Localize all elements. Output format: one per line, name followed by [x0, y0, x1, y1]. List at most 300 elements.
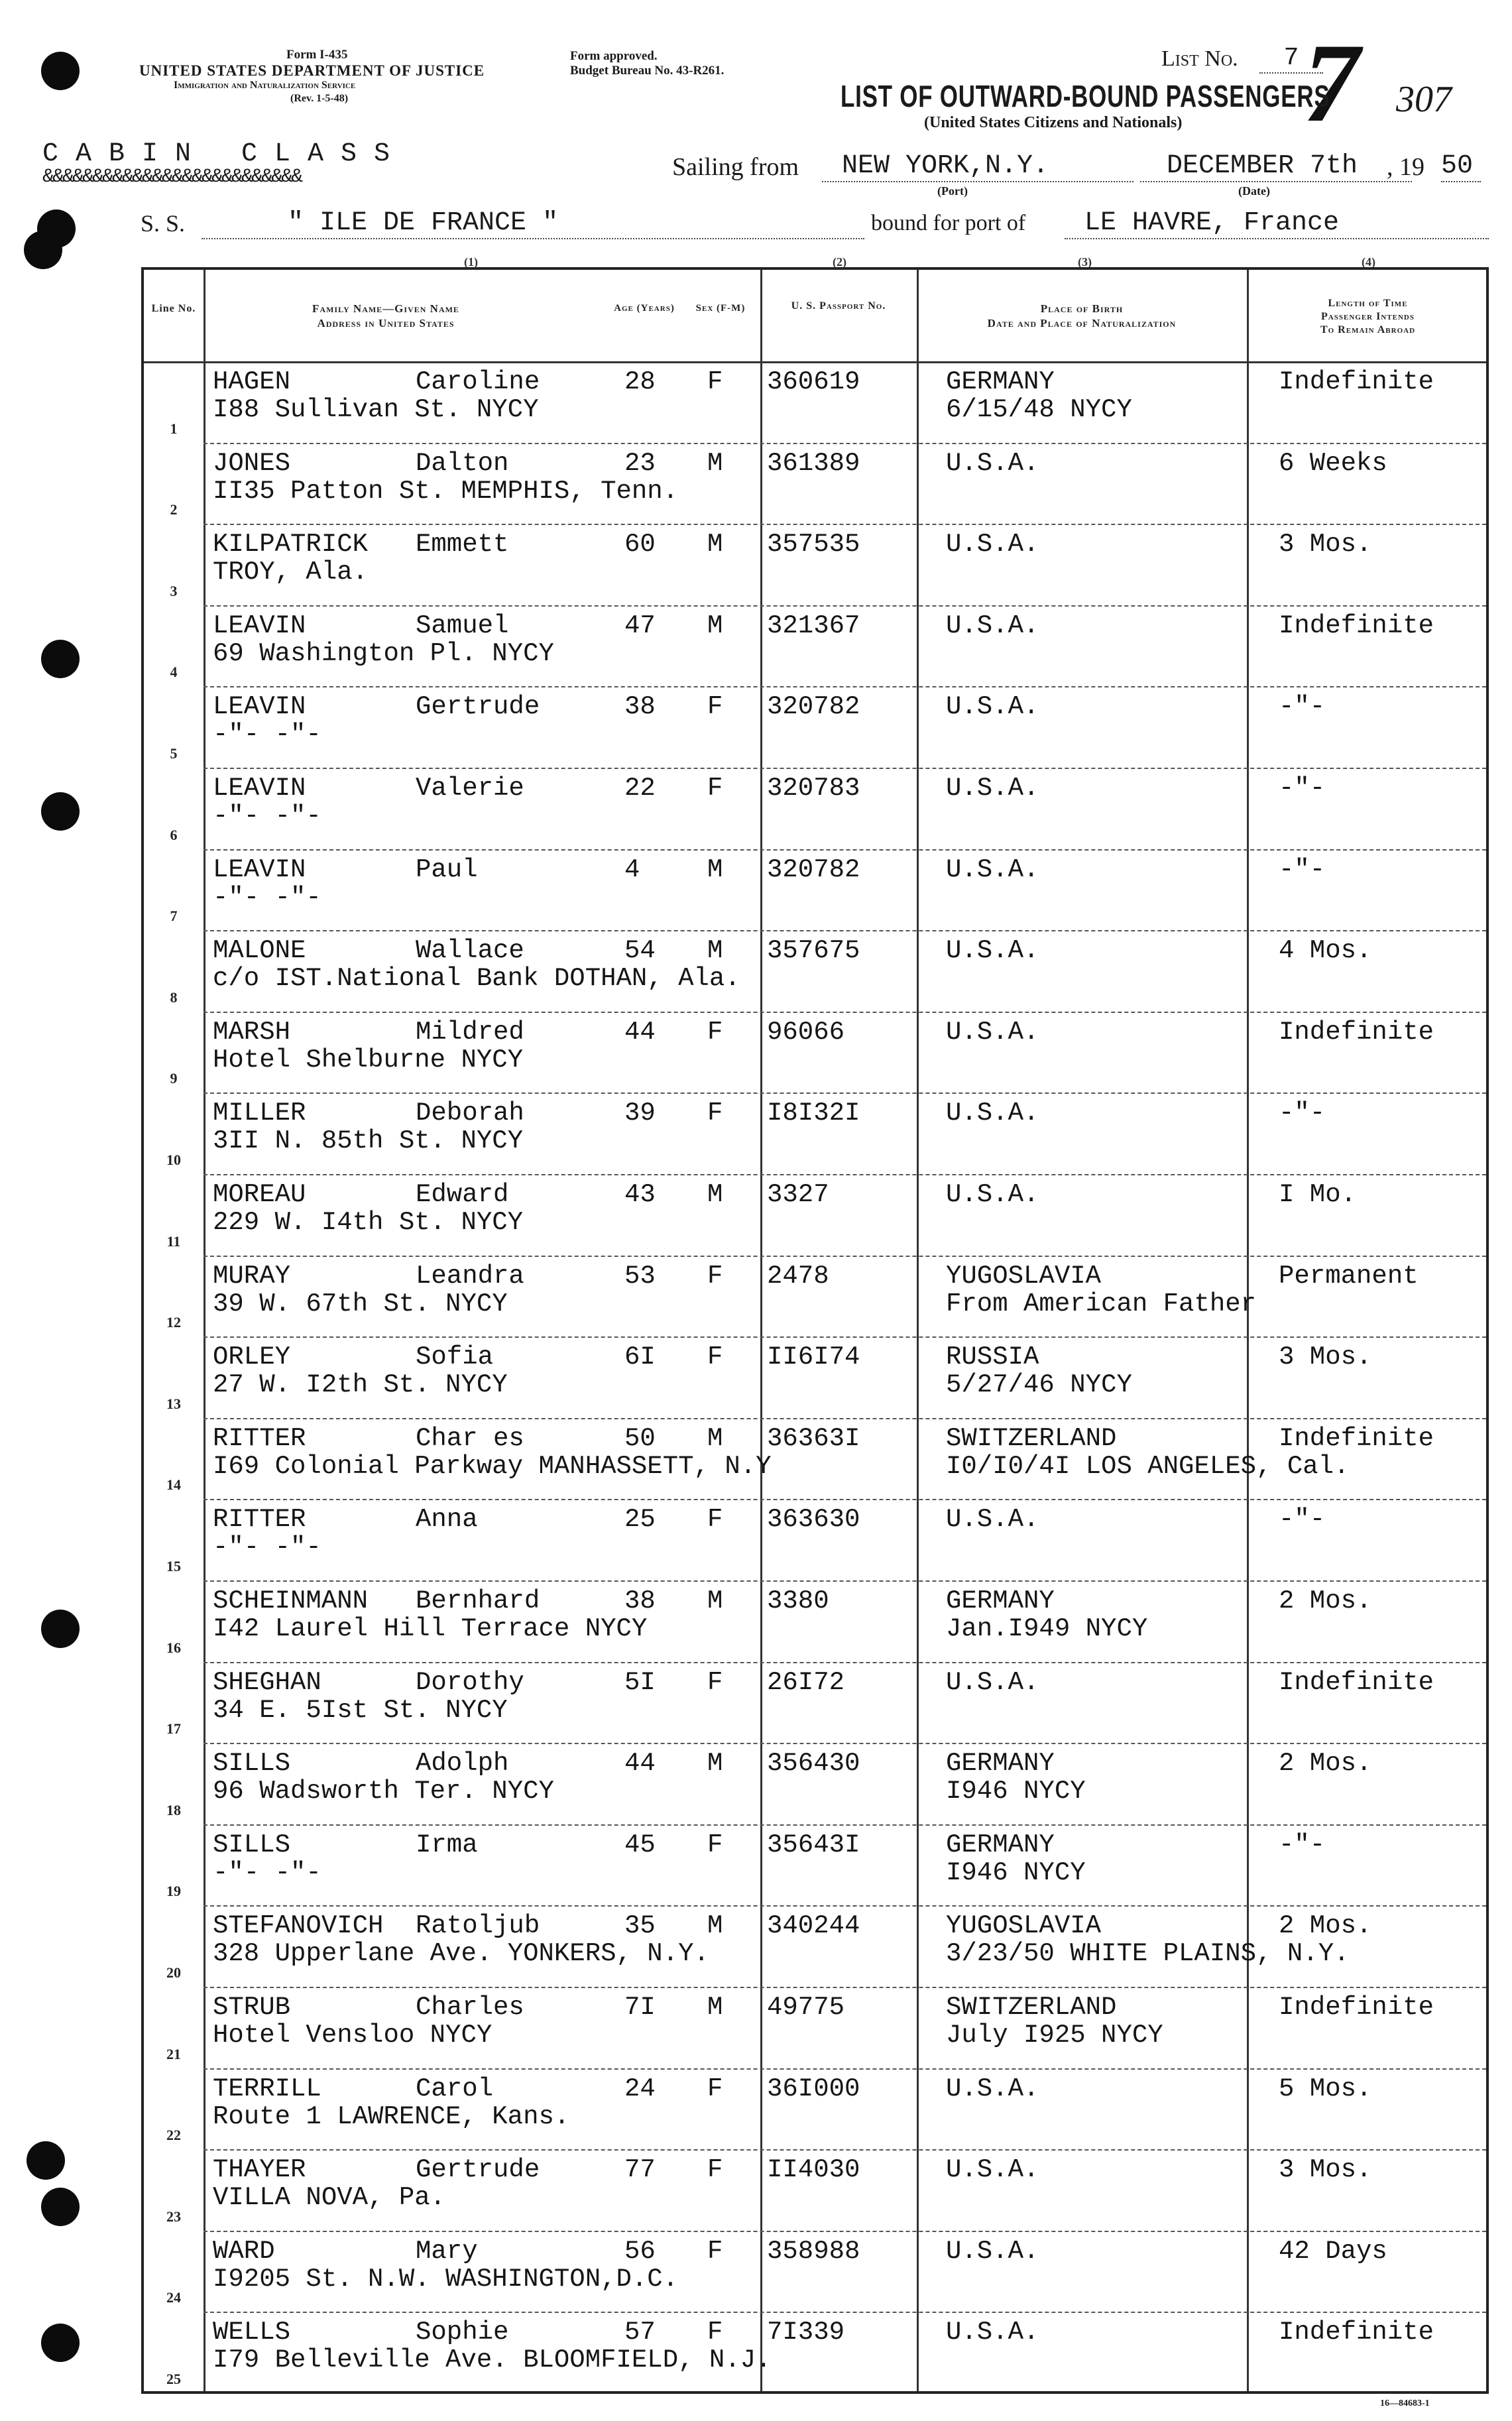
cell-sex: M: [707, 611, 723, 640]
header-length-2: Passenger Intends: [1321, 311, 1415, 322]
cell-birth: U.S.A.: [946, 2155, 1039, 2185]
cell-given: Sophie: [416, 2318, 509, 2347]
cell-given: Irma: [416, 1830, 478, 1860]
cell-length: Indefinite: [1279, 1423, 1434, 1453]
cell-length: 4 Mos.: [1279, 936, 1372, 966]
date-value: DECEMBER 7th: [1140, 151, 1412, 182]
cell-birth: GERMANY: [946, 367, 1055, 396]
cell-given: Anna: [416, 1505, 478, 1535]
service-name: Immigration and Naturalization Service: [174, 80, 356, 91]
cell-age: 47: [624, 611, 656, 640]
cell-birth: GERMANY: [946, 1586, 1055, 1616]
stamp-number: 307: [1396, 79, 1452, 120]
header-naturalization: Date and Place of Naturalization: [987, 317, 1177, 329]
cell-sex: M: [707, 530, 723, 560]
cell-birth: U.S.A.: [946, 692, 1039, 722]
cell-sex: M: [707, 448, 723, 478]
header-name: Family Name—Given Name: [312, 302, 459, 315]
sailing-from-label: Sailing from: [672, 153, 799, 181]
cell-birth: U.S.A.: [946, 1505, 1039, 1535]
cell-family: SHEGHAN: [213, 1667, 321, 1697]
cell-birth: SWITZERLAND: [946, 1993, 1117, 2022]
cell-address: -"- -"-: [213, 720, 321, 750]
cell-family: RITTER: [213, 1423, 306, 1453]
cell-family: JONES: [213, 448, 291, 478]
cell-length: -"-: [1279, 855, 1326, 884]
cell-family: TERRILL: [213, 2074, 321, 2103]
cell-sex: M: [707, 855, 723, 884]
cell-given: Valerie: [416, 774, 524, 803]
cell-given: Paul: [416, 855, 478, 884]
cell-age: 44: [624, 1017, 656, 1047]
cell-address: 3II N. 85th St. NYCY: [213, 1126, 524, 1156]
form-approved: Form approved.: [570, 49, 658, 63]
cell-length: 42 Days: [1279, 2236, 1387, 2266]
cell-nat: 3/23/50 WHITE PLAINS, N.Y.: [946, 1939, 1350, 1969]
year-prefix: , 19: [1387, 153, 1425, 181]
line-number: 23: [166, 2208, 181, 2225]
cell-sex: M: [707, 1749, 723, 1779]
table-row: [144, 686, 1486, 768]
cell-length: Permanent: [1279, 1261, 1419, 1291]
cell-passport: 356430: [767, 1749, 860, 1779]
cell-age: 45: [624, 1830, 656, 1860]
cell-family: WARD: [213, 2236, 275, 2266]
table-row: [144, 1905, 1486, 1987]
cell-family: MARSH: [213, 1017, 291, 1047]
cell-length: -"-: [1279, 692, 1326, 722]
column-number-2: (2): [833, 255, 846, 268]
line-number: 6: [170, 826, 178, 843]
binder-hole: [37, 209, 76, 248]
line-number: 14: [166, 1476, 181, 1494]
cell-passport: I8I32I: [767, 1098, 860, 1128]
line-number: 18: [166, 1801, 181, 1818]
cell-sex: F: [707, 1261, 723, 1291]
cell-age: 38: [624, 1586, 656, 1616]
cell-birth: U.S.A.: [946, 855, 1039, 884]
header-address: Address in United States: [317, 317, 455, 329]
line-number: 15: [166, 1557, 181, 1574]
cell-birth: YUGOSLAVIA: [946, 1261, 1102, 1291]
cell-given: Adolph: [416, 1749, 509, 1779]
cell-address: 96 Wadsworth Ter. NYCY: [213, 1777, 554, 1806]
cell-passport: 358988: [767, 2236, 860, 2266]
binder-hole: [41, 792, 80, 831]
cell-birth: RUSSIA: [946, 1342, 1039, 1372]
cell-family: STEFANOVICH: [213, 1911, 384, 1941]
cell-address: 328 Upperlane Ave. YONKERS, N.Y.: [213, 1939, 709, 1969]
cell-address: I79 Belleville Ave. BLOOMFIELD, N.J.: [213, 2345, 772, 2375]
cell-passport: 36363I: [767, 1423, 860, 1453]
cell-birth: U.S.A.: [946, 2236, 1039, 2266]
cell-sex: F: [707, 692, 723, 722]
cell-address: -"- -"-: [213, 1533, 321, 1563]
cell-address: -"- -"-: [213, 882, 321, 912]
line-number: 16: [166, 1639, 181, 1656]
table-row: [144, 1418, 1486, 1500]
column-number-4: (4): [1362, 255, 1375, 268]
cell-passport: 321367: [767, 611, 860, 640]
line-number: 20: [166, 1964, 181, 1981]
cell-given: Sofia: [416, 1342, 494, 1372]
cell-address: 34 E. 5Ist St. NYCY: [213, 1695, 508, 1725]
header-sex: Sex (F-M): [695, 303, 746, 314]
cell-given: Dalton: [416, 448, 509, 478]
cell-family: HAGEN: [213, 367, 291, 396]
cell-length: I Mo.: [1279, 1180, 1357, 1209]
year-value: 50: [1441, 151, 1481, 182]
cell-family: SCHEINMANN: [213, 1586, 369, 1616]
column-number-3: (3): [1078, 255, 1092, 268]
cell-age: 53: [624, 1261, 656, 1291]
cell-length: -"-: [1279, 774, 1326, 803]
cell-birth: U.S.A.: [946, 1667, 1039, 1697]
cell-sex: M: [707, 1911, 723, 1941]
table-row: [144, 1174, 1486, 1256]
cell-address: Hotel Vensloo NYCY: [213, 2021, 493, 2050]
cell-given: Mildred: [416, 1017, 524, 1047]
line-number: 13: [166, 1395, 181, 1412]
line-number: 25: [166, 2370, 181, 2387]
cell-sex: F: [707, 774, 723, 803]
revision: (Rev. 1-5-48): [290, 93, 349, 104]
list-subtitle: (United States Citizens and Nationals): [924, 114, 1183, 131]
cell-family: MURAY: [213, 1261, 291, 1291]
cell-age: 50: [624, 1423, 656, 1453]
binder-hole: [41, 52, 80, 90]
cell-age: 7I: [624, 1993, 656, 2022]
cell-family: MALONE: [213, 936, 306, 966]
table-row: [144, 1743, 1486, 1824]
cell-given: Wallace: [416, 936, 524, 966]
header-length-3: To Remain Abroad: [1320, 324, 1416, 335]
cell-nat: 6/15/48 NYCY: [946, 395, 1132, 424]
cell-family: KILPATRICK: [213, 530, 369, 560]
cell-given: Samuel: [416, 611, 509, 640]
cell-nat: 5/27/46 NYCY: [946, 1370, 1132, 1400]
cell-birth: U.S.A.: [946, 448, 1039, 478]
cell-address: 229 W. I4th St. NYCY: [213, 1208, 524, 1237]
table-row: [144, 1012, 1486, 1093]
table-row: [144, 930, 1486, 1012]
cell-length: 2 Mos.: [1279, 1749, 1372, 1779]
cell-address: Route 1 LAWRENCE, Kans.: [213, 2101, 570, 2131]
cell-family: LEAVIN: [213, 611, 306, 640]
cell-passport: II4030: [767, 2155, 860, 2185]
cell-given: Dorothy: [416, 1667, 524, 1697]
cell-address: VILLA NOVA, Pa.: [213, 2183, 446, 2213]
cell-given: Deborah: [416, 1098, 524, 1128]
cell-family: THAYER: [213, 2155, 306, 2185]
cell-length: 6 Weeks: [1279, 448, 1387, 478]
line-number: 12: [166, 1314, 181, 1331]
cell-sex: M: [707, 1586, 723, 1616]
line-number: 7: [170, 908, 178, 925]
cell-family: LEAVIN: [213, 855, 306, 884]
cell-birth: U.S.A.: [946, 530, 1039, 560]
cell-birth: U.S.A.: [946, 2074, 1039, 2103]
cell-passport: 3327: [767, 1180, 829, 1209]
cell-passport: 357535: [767, 530, 860, 560]
cell-given: Edward: [416, 1180, 509, 1209]
cell-length: Indefinite: [1279, 1017, 1434, 1047]
table-header: [144, 270, 1486, 363]
cell-address: I88 Sullivan St. NYCY: [213, 395, 539, 424]
cell-passport: 7I339: [767, 2318, 845, 2347]
cell-nat: Jan.I949 NYCY: [946, 1614, 1148, 1643]
cell-sex: F: [707, 2236, 723, 2266]
bound-label: bound for port of: [871, 211, 1026, 235]
cell-passport: 363630: [767, 1505, 860, 1535]
cell-passport: 361389: [767, 448, 860, 478]
line-number: 8: [170, 988, 178, 1006]
destination-port: LE HAVRE, France: [1065, 208, 1489, 239]
cell-age: 6I: [624, 1342, 656, 1372]
cell-family: SILLS: [213, 1830, 291, 1860]
cell-family: ORLEY: [213, 1342, 291, 1372]
form-number: Form I-435: [286, 48, 348, 62]
cell-sex: M: [707, 1423, 723, 1453]
line-number: 10: [166, 1151, 181, 1168]
table-row: [144, 605, 1486, 687]
cell-given: Gertrude: [416, 692, 540, 722]
table-row: [144, 849, 1486, 931]
cell-age: 4: [624, 855, 640, 884]
cell-age: 39: [624, 1098, 656, 1128]
cell-passport: 35643I: [767, 1830, 860, 1860]
binder-hole: [41, 640, 80, 678]
cell-length: Indefinite: [1279, 1667, 1434, 1697]
cell-length: Indefinite: [1279, 1993, 1434, 2022]
column-number-1: (1): [464, 255, 478, 268]
table-row: [144, 1987, 1486, 2068]
cell-sex: F: [707, 1830, 723, 1860]
department-name: UNITED STATES DEPARTMENT OF JUSTICE: [139, 62, 485, 79]
port-caption: (Port): [937, 184, 968, 198]
cell-sex: F: [707, 1667, 723, 1697]
cell-family: SILLS: [213, 1749, 291, 1779]
cell-length: 3 Mos.: [1279, 2155, 1372, 2185]
cell-address: II35 Patton St. MEMPHIS, Tenn.: [213, 476, 679, 506]
cell-nat: I946 NYCY: [946, 1777, 1086, 1806]
cell-length: 2 Mos.: [1279, 1586, 1372, 1616]
cell-passport: 49775: [767, 1993, 845, 2022]
list-no-label: List No.: [1161, 46, 1238, 71]
cell-nat: I946 NYCY: [946, 1858, 1086, 1887]
cell-sex: F: [707, 367, 723, 396]
list-title: LIST OF OUTWARD-BOUND PASSENGERS: [841, 79, 1330, 113]
cell-given: Bernhard: [416, 1586, 540, 1616]
cell-family: MOREAU: [213, 1180, 306, 1209]
cell-length: Indefinite: [1279, 611, 1434, 640]
cell-age: 44: [624, 1749, 656, 1779]
cell-given: Mary: [416, 2236, 478, 2266]
cell-address: 27 W. I2th St. NYCY: [213, 1370, 508, 1400]
cell-length: -"-: [1279, 1505, 1326, 1535]
cell-address: 39 W. 67th St. NYCY: [213, 1289, 508, 1319]
table-row: [144, 2149, 1486, 2231]
cell-birth: U.S.A.: [946, 611, 1039, 640]
cell-birth: U.S.A.: [946, 1017, 1039, 1047]
header-length-1: Length of Time: [1328, 298, 1408, 309]
cell-sex: F: [707, 1098, 723, 1128]
cell-age: 5I: [624, 1667, 656, 1697]
cell-length: Indefinite: [1279, 2318, 1434, 2347]
cell-address: -"- -"-: [213, 1858, 321, 1887]
cell-given: Carol: [416, 2074, 494, 2103]
line-number: 17: [166, 1720, 181, 1738]
cell-given: Leandra: [416, 1261, 524, 1291]
passenger-table: [141, 267, 1489, 2394]
cell-address: -"- -"-: [213, 801, 321, 831]
cell-length: Indefinite: [1279, 367, 1434, 396]
cell-length: 2 Mos.: [1279, 1911, 1372, 1941]
cell-age: 35: [624, 1911, 656, 1941]
cell-age: 24: [624, 2074, 656, 2103]
cell-birth: GERMANY: [946, 1830, 1055, 1860]
cell-address: I9205 St. N.W. WASHINGTON,D.C.: [213, 2264, 679, 2294]
table-row: [144, 768, 1486, 849]
cell-age: 43: [624, 1180, 656, 1209]
cell-passport: 320783: [767, 774, 860, 803]
line-number: 21: [166, 2045, 181, 2062]
cell-sex: M: [707, 1993, 723, 2022]
cell-given: Emmett: [416, 530, 509, 560]
cell-sex: F: [707, 1342, 723, 1372]
cell-length: 3 Mos.: [1279, 530, 1372, 560]
binder-hole: [41, 2188, 80, 2226]
line-number: 3: [170, 582, 178, 599]
table-row: [144, 1824, 1486, 1906]
cell-birth: U.S.A.: [946, 774, 1039, 803]
table-row: [144, 2231, 1486, 2312]
cell-age: 56: [624, 2236, 656, 2266]
binder-hole: [41, 2324, 80, 2362]
table-row: [144, 2312, 1486, 2393]
cell-birth: GERMANY: [946, 1749, 1055, 1779]
cell-passport: 320782: [767, 855, 860, 884]
cell-given: Caroline: [416, 367, 540, 396]
cell-address: TROY, Ala.: [213, 558, 369, 587]
line-number: 19: [166, 1883, 181, 1900]
line-number: 11: [166, 1232, 181, 1250]
cell-address: 69 Washington Pl. NYCY: [213, 638, 554, 668]
cell-family: STRUB: [213, 1993, 291, 2022]
cell-birth: U.S.A.: [946, 936, 1039, 966]
cell-passport: 340244: [767, 1911, 860, 1941]
ship-name: " ILE DE FRANCE ": [202, 208, 864, 239]
table-row: [144, 1336, 1486, 1418]
cell-sex: F: [707, 1017, 723, 1047]
budget-bureau: Budget Bureau No. 43-R261.: [570, 64, 725, 78]
cell-age: 23: [624, 448, 656, 478]
table-row: [144, 2068, 1486, 2150]
cell-given: Ratoljub: [416, 1911, 540, 1941]
header-line-no: Line No.: [151, 303, 196, 314]
cell-family: WELLS: [213, 2318, 291, 2347]
cell-passport: 96066: [767, 1017, 845, 1047]
line-number: 1: [170, 420, 178, 437]
cell-birth: U.S.A.: [946, 2318, 1039, 2347]
ss-label: S. S.: [141, 210, 186, 237]
cell-address: I42 Laurel Hill Terrace NYCY: [213, 1614, 648, 1643]
printer-code: 16—84683-1: [1380, 2398, 1430, 2408]
cell-age: 22: [624, 774, 656, 803]
cell-birth: U.S.A.: [946, 1180, 1039, 1209]
cell-passport: 26I72: [767, 1667, 845, 1697]
cell-passport: 3380: [767, 1586, 829, 1616]
cell-age: 60: [624, 530, 656, 560]
cell-birth: SWITZERLAND: [946, 1423, 1117, 1453]
line-number: 9: [170, 1070, 178, 1087]
cell-length: 3 Mos.: [1279, 1342, 1372, 1372]
cell-sex: F: [707, 1505, 723, 1535]
cell-sex: F: [707, 2155, 723, 2185]
cell-nat: From American Father: [946, 1289, 1257, 1319]
cell-passport: 360619: [767, 367, 860, 396]
cell-nat: July I925 NYCY: [946, 2021, 1163, 2050]
cell-family: LEAVIN: [213, 774, 306, 803]
cell-address: I69 Colonial Parkway MANHASSETT, N.Y: [213, 1451, 772, 1481]
cell-passport: 36I000: [767, 2074, 860, 2103]
cell-given: Charles: [416, 1993, 524, 2022]
cell-length: -"-: [1279, 1830, 1326, 1860]
header-birth: Place of Birth: [1040, 302, 1124, 315]
cell-birth: U.S.A.: [946, 1098, 1039, 1128]
table-row: [144, 1662, 1486, 1743]
cell-birth: YUGOSLAVIA: [946, 1911, 1102, 1941]
line-number: 22: [166, 2127, 181, 2144]
cabin-class-underline: &&&&&&&&&&&&&&&&&&&&&&&&&&: [42, 166, 302, 188]
cell-age: 54: [624, 936, 656, 966]
cabin-class: CABIN CLASS: [42, 139, 408, 169]
cell-sex: M: [707, 936, 723, 966]
cell-age: 38: [624, 692, 656, 722]
table-row: [144, 1580, 1486, 1662]
table-row: [144, 1499, 1486, 1580]
handwritten-list-number: 7: [1303, 21, 1360, 145]
cell-age: 77: [624, 2155, 656, 2185]
cell-age: 28: [624, 367, 656, 396]
binder-hole: [41, 1610, 80, 1648]
cell-passport: 2478: [767, 1261, 829, 1291]
cell-length: -"-: [1279, 1098, 1326, 1128]
cell-nat: I0/I0/4I LOS ANGELES, Cal.: [946, 1451, 1350, 1481]
binder-hole: [27, 2141, 65, 2180]
cell-family: LEAVIN: [213, 692, 306, 722]
cell-passport: 357675: [767, 936, 860, 966]
header-age: Age (Years): [614, 303, 675, 314]
table-row: [144, 361, 1486, 443]
cell-sex: F: [707, 2318, 723, 2347]
line-number: 5: [170, 744, 178, 762]
cell-given: Char es: [416, 1423, 524, 1453]
table-row: [144, 524, 1486, 605]
line-number: 2: [170, 501, 178, 518]
cell-address: Hotel Shelburne NYCY: [213, 1045, 524, 1075]
cell-age: 57: [624, 2318, 656, 2347]
cell-length: 5 Mos.: [1279, 2074, 1372, 2103]
cell-family: RITTER: [213, 1505, 306, 1535]
line-number: 24: [166, 2289, 181, 2306]
cell-given: Gertrude: [416, 2155, 540, 2185]
header-passport: U. S. Passport No.: [791, 300, 886, 312]
cell-address: c/o IST.National Bank DOTHAN, Ala.: [213, 964, 740, 994]
date-caption: (Date): [1238, 184, 1270, 198]
list-no-value: 7: [1259, 44, 1323, 74]
table-row: [144, 1256, 1486, 1337]
